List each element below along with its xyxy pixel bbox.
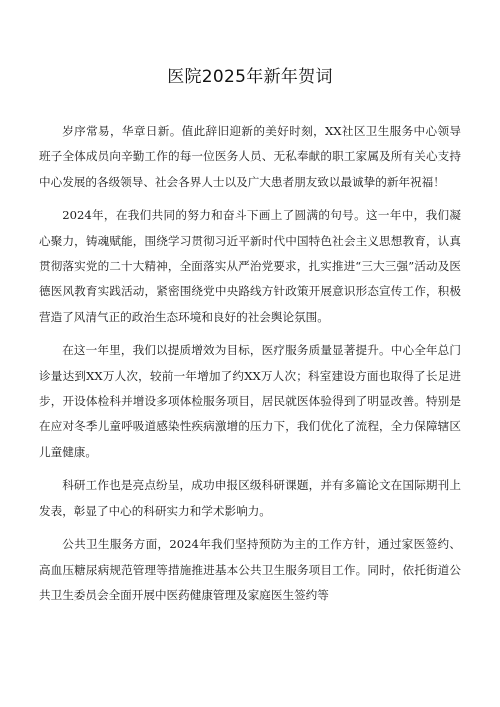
document-body bbox=[39, 119, 461, 616]
paragraph-medical-service: 在这一年里，我们以提质增效为目标，医疗服务质量显著提升。中心全年总门诊量达到XX万人次，较前一年增加了约XX万人次；科室建设方面也取得了长足进步，开设体检科并增设多项体检服务项目，居民就医体验得到了明显改善。特别是在应对冬季儿童呼吸道感染性疾病激增的压力下，我们优化了流程，全力保障辖区儿童健康。 bbox=[39, 343, 461, 459]
paragraph-2024-summary: 2024年，在我们共同的努力和奋斗下画上了圆满的句号。这一年中，我们凝心聚力，铸魂赋能，围绕学习贯彻习近平新时代中国特色社会主义思想教育，认真贯彻落实党的二十大精神，全面落实从严治党要求，扎实推进“三大三强”活动及医德医风教育实践活动，紧密围绕党中央路线方针政策开展意识形态宣传工作，积极营造了风清气正的政治生态环境和良好的社会舆论氛围。 bbox=[39, 208, 461, 324]
paragraph-research: 科研工作也是亮点纷呈，成功申报区级科研课题，并有多篇论文在国际期刊上发表，彰显了中心的科研实力和学术影响力。 bbox=[39, 478, 461, 518]
paragraph-public-health: 公共卫生服务方面，2024年我们坚持预防为主的工作方针，通过家医签约、高血压糖尿病规范管理等措施推进基本公共卫生服务项目工作。同时，依托街道公共卫生委员会全面开展中医药健康管理及家庭医生签约等 bbox=[39, 537, 461, 602]
paragraph-greeting: 岁序常易，华章日新。值此辞旧迎新的美好时刻，XX社区卫生服务中心领导班子全体成员向辛勤工作的每一位医务人员、无私奉献的职工家属及所有关心支持中心发展的各级领导、社会各界人士以及广大患者朋友致以最诚挚的新年祝福！ bbox=[39, 124, 461, 189]
document-title: 医院2025年新年贺词 bbox=[167, 67, 333, 87]
